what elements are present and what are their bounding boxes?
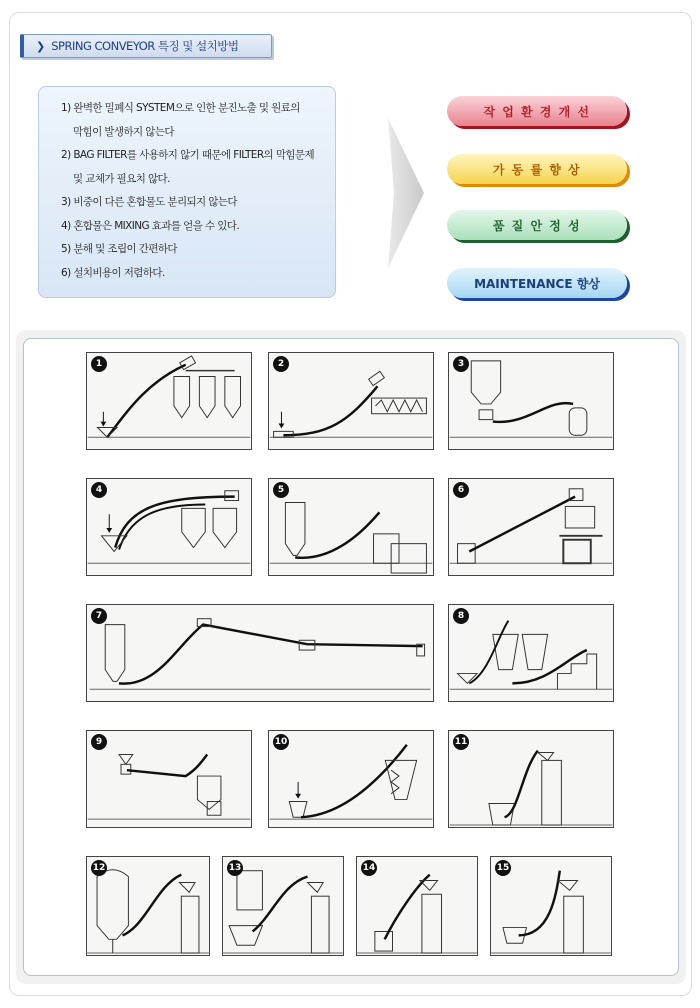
diagram-number-badge: 15: [495, 860, 511, 876]
diagram-number-badge: 8: [453, 608, 469, 624]
installation-diagram-11: [448, 730, 614, 828]
diagram-number-badge: 13: [227, 860, 243, 876]
installation-diagram-13: [222, 856, 344, 956]
benefit-uptime: 가 동 률 향 상: [447, 154, 627, 184]
bin-to-tower-illustration: [449, 731, 613, 827]
feature-item: 4) 혼합물은 MIXING 효과를 얻을 수 있다.: [61, 219, 240, 232]
section-title: SPRING CONVEYOR 특징 및 설치방법: [51, 39, 239, 53]
installation-diagram-12: [86, 856, 210, 956]
diagram-number-badge: 5: [273, 482, 289, 498]
installation-diagram-3: [448, 352, 614, 450]
diagram-number-badge: 12: [91, 860, 107, 876]
diagram-number-badge: 2: [273, 356, 289, 372]
installation-diagram-7: [86, 604, 434, 702]
feature-item-continued: 및 교체가 필요치 않다.: [73, 172, 170, 185]
installation-diagram-8: [448, 604, 614, 702]
diagram-number-badge: 3: [453, 356, 469, 372]
diagram-number-badge: 10: [273, 734, 289, 750]
feature-item-continued: 막힘이 발생하지 않는다: [73, 125, 174, 138]
feature-item: 1) 완벽한 밀폐식 SYSTEM으로 인한 분진노출 및 원료의: [61, 102, 300, 114]
long-horizontal-conveyor-illustration: [87, 605, 433, 701]
feature-item: 5) 분해 및 조립이 간편하다: [61, 243, 177, 255]
benefit-maintenance: MAINTENANCE 향상: [447, 268, 627, 298]
container-to-mixer-illustration: [449, 479, 613, 575]
multi-hopper-conveyor-illustration: [449, 605, 613, 701]
benefit-quality: 품 질 안 정 성: [447, 210, 627, 240]
conveyor-to-silos-illustration: [87, 353, 251, 449]
installation-diagram-5: [268, 478, 434, 576]
hopper-to-cone-mixer-illustration: [269, 731, 433, 827]
diagram-number-badge: 4: [91, 482, 107, 498]
feature-list-box: [38, 86, 336, 298]
installation-diagram-6: [448, 478, 614, 576]
diagram-number-badge: 1: [91, 356, 107, 372]
chevron-right-icon: ❯: [36, 39, 46, 53]
feature-item: 2) BAG FILTER를 사용하지 않기 때문에 FILTER의 막힘문제: [61, 149, 314, 161]
diagram-number-badge: 11: [453, 734, 469, 750]
diagram-number-badge: 7: [91, 608, 107, 624]
installation-diagram-2: [268, 352, 434, 450]
hopper-to-tank-illustration: [449, 353, 613, 449]
dual-conveyor-to-silos-illustration: [87, 479, 251, 575]
feeder-to-vessel-illustration: [87, 731, 251, 827]
installation-diagram-4: [86, 478, 252, 576]
diagram-number-badge: 6: [453, 482, 469, 498]
benefit-work-environment: 작 업 환 경 개 선: [447, 96, 627, 126]
silo-to-machine-illustration: [269, 479, 433, 575]
installation-diagram-15: [490, 856, 612, 956]
installation-diagram-9: [86, 730, 252, 828]
section-header-tab: [20, 34, 272, 58]
diagram-number-badge: 14: [361, 860, 377, 876]
conveyor-to-screw-illustration: [269, 353, 433, 449]
installation-diagram-14: [356, 856, 478, 956]
diagram-number-badge: 9: [91, 734, 107, 750]
right-arrow-shape: [388, 118, 424, 268]
installation-diagram-10: [268, 730, 434, 828]
feature-item: 3) 비중이 다른 혼합물도 분리되지 않는다: [61, 196, 237, 208]
installation-diagram-1: [86, 352, 252, 450]
feature-item: 6) 설치비용이 저렴하다.: [61, 266, 165, 279]
